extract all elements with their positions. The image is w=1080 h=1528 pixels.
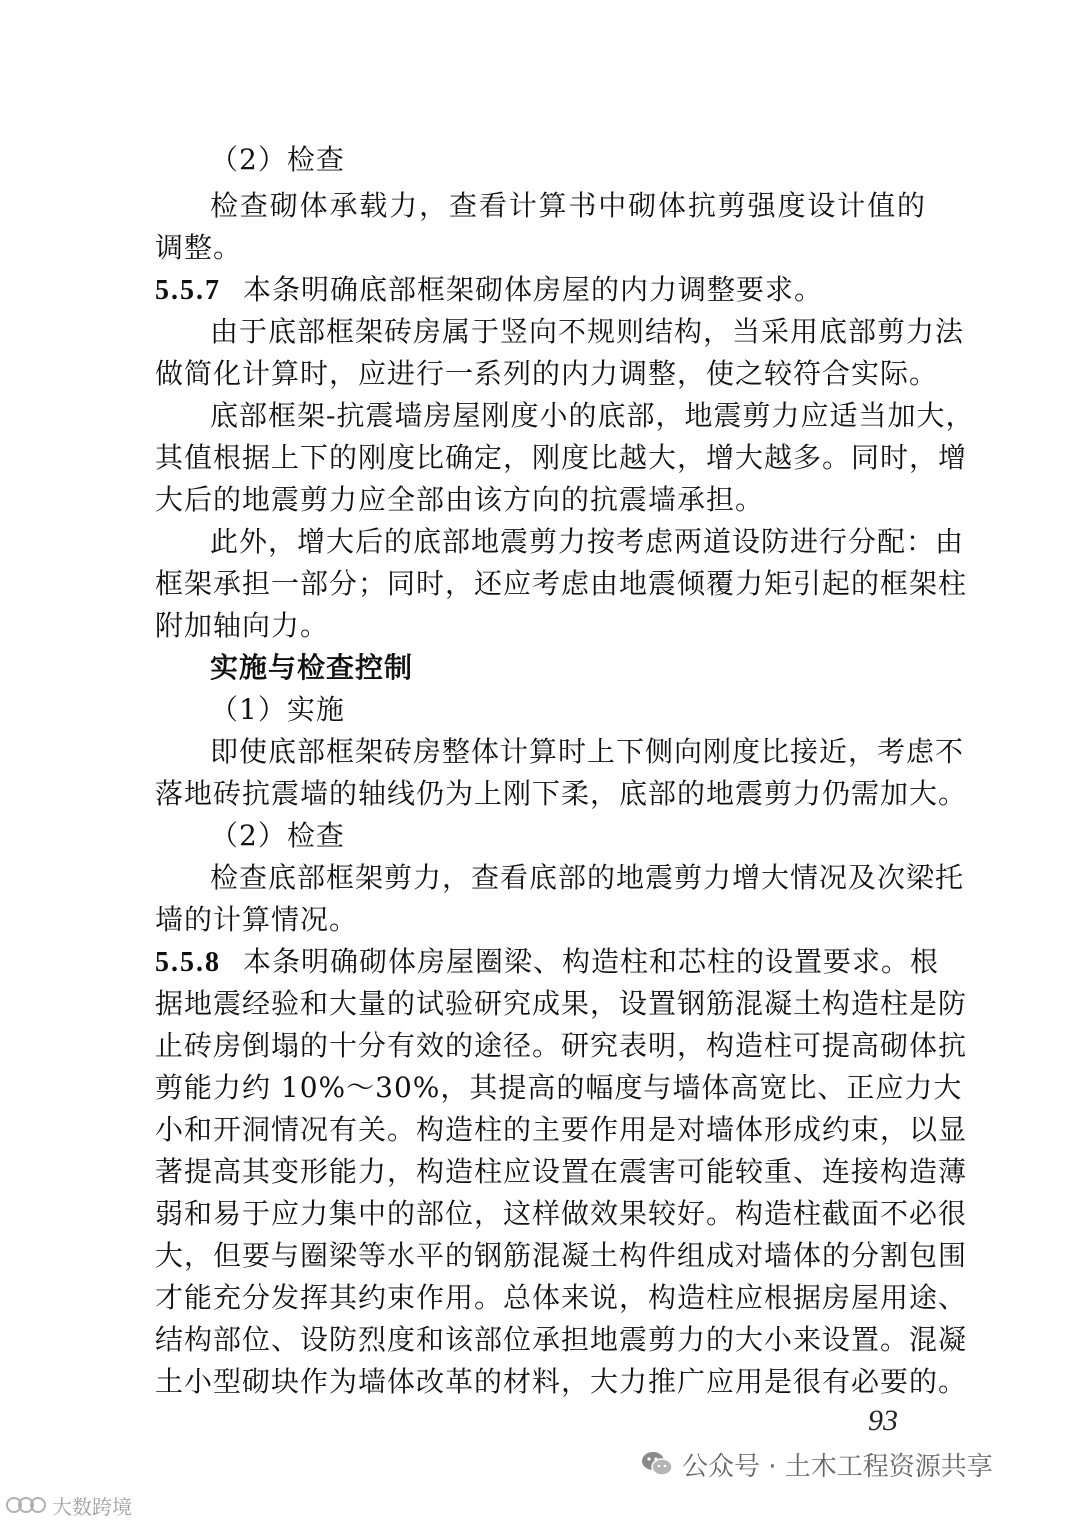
section-5-5-8-heading: 5.5.8 本条明确砌体房屋圈梁、构造柱和芯柱的设置要求。根	[155, 945, 940, 978]
paragraph-line: 剪能力约 10%～30%，其提高的幅度与墙体高宽比、正应力大	[155, 1071, 963, 1104]
item-2-check-heading-1: （2）检查	[210, 143, 345, 176]
wechat-icon	[640, 1449, 674, 1479]
item-1-implement-heading: （1）实施	[210, 693, 345, 726]
paragraph-line: 附加轴向力。	[155, 609, 330, 642]
watermark-left-text: 大数跨境	[52, 1494, 132, 1519]
watermark-right-text: 公众号 · 土木工程资源共享	[682, 1451, 993, 1482]
paragraph-line: 框架承担一部分；同时，还应考虑由地震倾覆力矩引起的框架柱	[155, 567, 968, 600]
paragraph-line: 即使底部框架砖房整体计算时上下侧向刚度比接近，考虑不	[210, 735, 965, 768]
wechat-watermark	[640, 1444, 993, 1484]
paragraph-line: 大后的地震剪力应全部由该方向的抗震墙承担。	[155, 483, 765, 516]
paragraph-line: 大，但要与圈梁等水平的钢筋混凝土构件组成对墙体的分割包围	[155, 1239, 968, 1272]
item-2-check-heading-2: （2）检查	[210, 819, 345, 852]
paragraph-line: 检查底部框架剪力，查看底部的地震剪力增大情况及次梁托	[210, 861, 965, 894]
paragraph-line: 土小型砌块作为墙体改革的材料，大力推广应用是很有必要的。	[155, 1365, 968, 1398]
brand-watermark	[4, 1490, 132, 1520]
paragraph-line: 落地砖抗震墙的轴线仍为上刚下柔，底部的地震剪力仍需加大。	[155, 777, 968, 810]
paragraph-line: 小和开洞情况有关。构造柱的主要作用是对墙体形成约束，以显	[155, 1113, 968, 1146]
brand-logo-icon	[4, 1494, 48, 1516]
paragraph-line: 著提高其变形能力，构造柱应设置在震害可能较重、连接构造薄	[155, 1155, 968, 1188]
paragraph-line: 检查砌体承载力，查看计算书中砌体抗剪强度设计值的	[210, 189, 926, 222]
paragraph-line: 此外，增大后的底部地震剪力按考虑两道设防进行分配：由	[210, 525, 965, 558]
paragraph-line: 才能充分发挥其约束作用。总体来说，构造柱应根据房屋用途、	[155, 1281, 968, 1314]
section-number: 5.5.8	[155, 947, 221, 978]
paragraph-line: 墙的计算情况。	[155, 903, 359, 936]
paragraph-line: 其值根据上下的刚度比确定，刚度比越大，增大越多。同时，增	[155, 441, 968, 474]
section-5-5-7-heading: 5.5.7 本条明确底部框架砌体房屋的内力调整要求。	[155, 273, 824, 306]
paragraph-line: 调整。	[155, 231, 243, 264]
paragraph-line: 由于底部框架砖房属于竖向不规则结构，当采用底部剪力法	[210, 315, 965, 348]
section-number: 5.5.7	[155, 275, 221, 306]
paragraph-line: 止砖房倒塌的十分有效的途径。研究表明，构造柱可提高砌体抗	[155, 1029, 968, 1062]
paragraph-line: 弱和易于应力集中的部位，这样做效果较好。构造柱截面不必很	[155, 1197, 968, 1230]
implementation-control-heading: 实施与检查控制	[210, 651, 414, 684]
paragraph-line: 据地震经验和大量的试验研究成果，设置钢筋混凝土构造柱是防	[155, 987, 968, 1020]
page-number: 93	[868, 1404, 898, 1437]
paragraph-line: 底部框架-抗震墙房屋刚度小的底部，地震剪力应适当加大，	[210, 399, 975, 432]
paragraph-line: 结构部位、设防烈度和该部位承担地震剪力的大小来设置。混凝	[155, 1323, 968, 1356]
paragraph-line: 做简化计算时，应进行一系列的内力调整，使之较符合实际。	[155, 357, 939, 390]
